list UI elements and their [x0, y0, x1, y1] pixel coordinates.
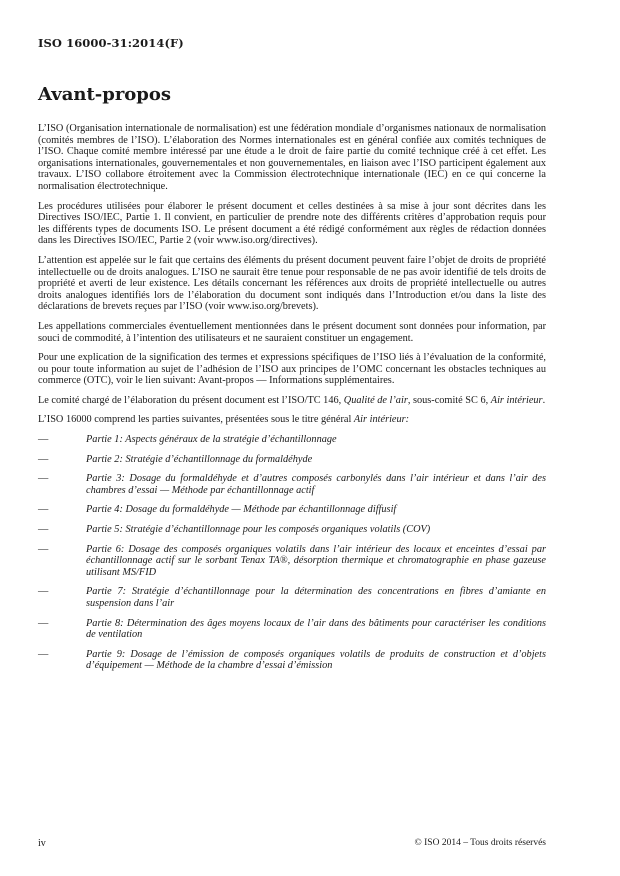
list-item: [38, 618, 546, 641]
committee-text-middle: , sous-comité SC 6,: [407, 394, 491, 406]
dash-marker: —: [38, 473, 49, 485]
committee-paragraph: [38, 395, 546, 407]
list-item-text: Partie 1: Aspects généraux de la stratégie d’échantillonnage: [86, 434, 337, 446]
dash-marker: —: [38, 504, 49, 516]
dash-marker: —: [38, 434, 49, 446]
list-item-text: Partie 3: Dosage du formaldéhyde et d’autres composés carbonylés dans l’air intérieur et dans l’air des chambres d’essai — Méthode par échantillonnage actif: [86, 473, 546, 496]
committee-italic-2: Air intérieur: [490, 394, 543, 406]
copyright-notice: © ISO 2014 – Tous droits réservés: [414, 838, 546, 848]
list-item: [38, 649, 546, 672]
dash-marker: —: [38, 648, 49, 660]
dash-marker: —: [38, 524, 49, 536]
list-item-text: Partie 7: Stratégie d’échantillonnage pour la détermination des concentrations en fibres d’amiante en suspension dans l’air: [86, 586, 546, 609]
paragraph: Pour une explication de la signification des termes et expressions spécifiques de l’ISO liés à l’évaluation de la conformité, ou pour toute information au sujet de l’adhésion de l’ISO aux principes de l’OMC concernant les obstacles techniques au commerce (OTC), voir le lien suivant: Avant-propos — Informations supplémentaires.: [38, 352, 546, 387]
page-number: iv: [38, 838, 46, 849]
list-item: [38, 473, 546, 496]
dash-marker: —: [38, 586, 49, 598]
series-intro-paragraph: [38, 414, 546, 426]
list-item: [38, 586, 546, 609]
parts-list: [38, 434, 546, 672]
paragraph: Les appellations commerciales éventuellement mentionnées dans le présent document sont données pour information, par souci de commodité, à l’intention des utilisateurs et ne sauraient constituer un engagement.: [38, 320, 546, 344]
committee-italic-1: Qualité de l’air: [343, 394, 408, 406]
paragraph: L’attention est appelée sur le fait que certains des éléments du présent document peuvent faire l’objet de droits de propriété intellectuelle ou de droits analogues. L’ISO ne saurait être tenue pour responsable de ne pas avoir identifié de tels droits de propriété et averti de leur existence. Les détails concernant les références aux droits de propriété intellectuelle ou autres droits analogues identifiés lors de l’élaboration du document sont indiqués dans l’Introduction et/ou dans la liste des déclarations de brevets reçues par l’ISO (voir www.iso.org/brevets).: [38, 254, 546, 313]
dash-marker: —: [38, 543, 49, 555]
dash-marker: —: [38, 453, 49, 465]
document-body: [38, 123, 546, 680]
list-item-text: Partie 6: Dosage des composés organiques volatils dans l’air intérieur des locaux et enceintes d’essai par échantillonnage actif sur le sorbant Tenax TA®, désorption thermique et chromatographie en phase gazeuse utilisant MS/FID: [86, 543, 546, 578]
list-item: [38, 504, 546, 516]
committee-text-after: .: [542, 394, 546, 406]
series-intro-text: L’ISO 16000 comprend les parties suivantes, présentées sous le titre général: [38, 414, 354, 426]
standard-identifier: ISO 16000-31:2014(F): [38, 36, 184, 50]
list-item: [38, 544, 546, 579]
list-item-text: Partie 5: Stratégie d’échantillonnage pour les composés organiques volatils (COV): [86, 524, 431, 536]
page-title: Avant-propos: [38, 84, 172, 105]
list-item-text: Partie 4: Dosage du formaldéhyde — Méthode par échantillonnage diffusif: [86, 504, 397, 516]
paragraph: Les procédures utilisées pour élaborer le présent document et celles destinées à sa mise à jour sont décrites dans les Directives ISO/IEC, Partie 1. Il convient, en particulier de prendre note des différents critères d’approbation requis pour les différents types de documents ISO. Le présent document a été rédigé conformément aux règles de rédaction données dans les Directives ISO/IEC, Partie 2 (voir www.iso.org/directives).: [38, 200, 546, 247]
list-item-text: Partie 8: Détermination des âges moyens locaux de l’air dans des bâtiments pour caractériser les conditions de ventilation: [86, 617, 546, 641]
list-item: [38, 524, 546, 536]
list-item: [38, 454, 546, 466]
dash-marker: —: [38, 617, 49, 629]
committee-text-before: Le comité chargé de l’élaboration du présent document est l’ISO/TC 146,: [38, 394, 344, 406]
series-intro-italic: Air intérieur:: [353, 414, 410, 426]
list-item: [38, 434, 546, 446]
paragraph: L’ISO (Organisation internationale de normalisation) est une fédération mondiale d’organismes nationaux de normalisation (comités membres de l’ISO). L’élaboration des Normes internationales est en général confiée aux comités techniques de l’ISO. Chaque comité membre intéressé par une étude a le droit de faire partie du comité technique créé à cet effet. Les organisations internationales, gouvernementales et non gouvernementales, en liaison avec l’ISO participent également aux travaux. L’ISO collabore étroitement avec la Commission électrotechnique internationale (IEC) en ce qui concerne la normalisation électrotechnique.: [38, 123, 546, 192]
list-item-text: Partie 9: Dosage de l’émission de composés organiques volatils de produits de construction et d’objets d’équipement — Méthode de la chambre d’essai d’émission: [86, 648, 546, 672]
list-item-text: Partie 2: Stratégie d’échantillonnage du formaldéhyde: [86, 453, 313, 465]
